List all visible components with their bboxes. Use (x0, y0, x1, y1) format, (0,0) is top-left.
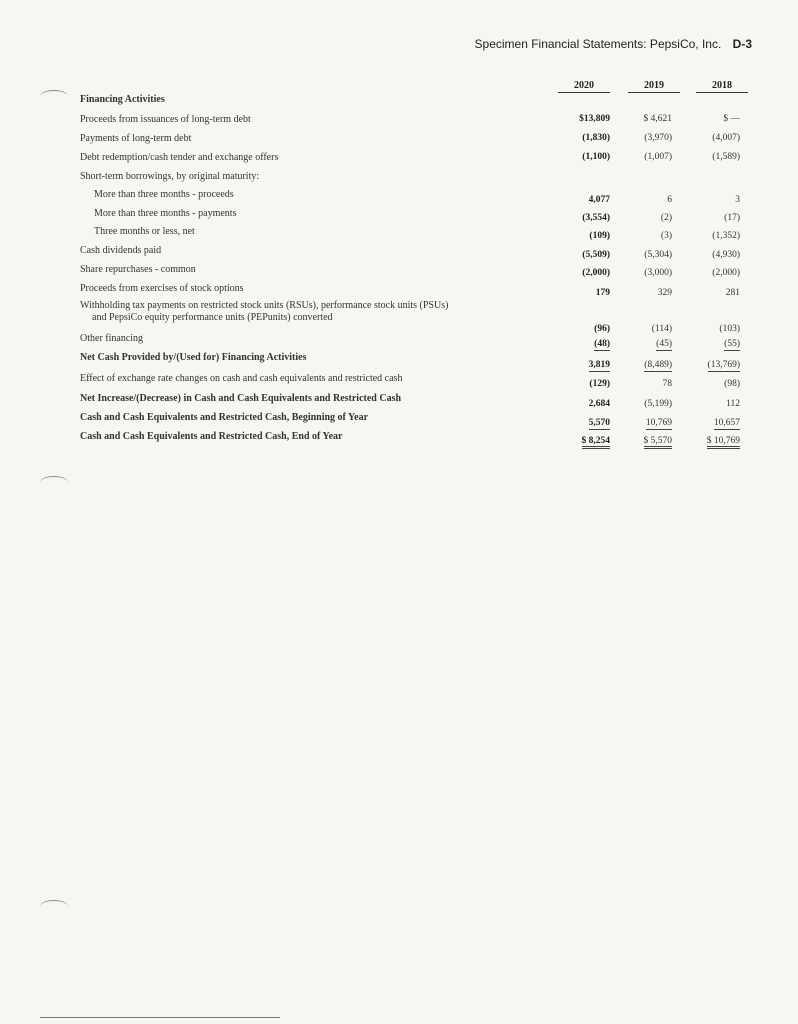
value-2019: (3,000) (644, 268, 672, 278)
row-label: Cash dividends paid (80, 245, 162, 256)
value-2019-text: $ 5,570 (644, 436, 673, 449)
page-bottom-rule (40, 1017, 280, 1018)
value-2019: (3) (660, 231, 672, 241)
value-2019 (622, 360, 672, 370)
value-2019: (5,304) (644, 250, 672, 260)
value-2019: (2) (660, 213, 672, 223)
value-2018: (17) (724, 213, 740, 223)
value-2018 (690, 436, 740, 446)
row-label: Cash and Cash Equivalents and Restricted Cash, End of Year (80, 431, 343, 442)
value-2020-text: 5,570 (588, 418, 610, 428)
value-2018: 112 (726, 399, 740, 409)
statement-row (0, 133, 798, 149)
row-label-line-2: and PepsiCo equity performance units (PEPunits) converted (92, 312, 333, 323)
value-2020: (2,000) (582, 268, 610, 278)
value-2019: 78 (662, 379, 672, 389)
row-label: Other financing (80, 333, 144, 344)
value-2020: (96) (594, 324, 610, 334)
column-headers (556, 80, 744, 94)
value-2019: 329 (657, 288, 672, 298)
value-2020 (556, 418, 610, 428)
value-2018-text: $ 10,769 (707, 436, 740, 449)
row-label: Financing Activities (80, 94, 165, 105)
value-2019: (3,970) (644, 133, 672, 143)
value-2018: (103) (719, 324, 740, 334)
statement-row (0, 208, 798, 224)
page-number: D-3 (732, 37, 752, 51)
value-2020: (109) (589, 231, 610, 241)
value-2020: (5,509) (582, 250, 610, 260)
value-2018-text: (13,769) (707, 360, 740, 370)
value-2019-text: 10,769 (645, 418, 672, 428)
statement-row (0, 352, 798, 368)
value-2018: (1,589) (712, 152, 740, 162)
value-2018-text: 10,657 (713, 418, 740, 428)
value-2020 (556, 339, 610, 349)
value-2020: (1,100) (582, 152, 610, 162)
row-label: Net Increase/(Decrease) in Cash and Cash Equivalents and Restricted Cash (80, 393, 402, 404)
value-2020: $13,809 (579, 114, 610, 124)
row-label: More than three months - payments (94, 208, 237, 219)
value-2020 (556, 360, 610, 370)
value-2019: (114) (651, 324, 672, 334)
statement-row (0, 333, 798, 349)
value-2020: (1,830) (582, 133, 610, 143)
value-2018: (1,352) (712, 231, 740, 241)
statement-row (0, 114, 798, 130)
value-2020: (3,554) (582, 213, 610, 223)
row-label: More than three months - proceeds (94, 189, 234, 200)
value-2018: 3 (735, 195, 740, 205)
row-label (80, 300, 448, 323)
statement-row (0, 264, 798, 280)
row-label: Short-term borrowings, by original maturity: (80, 171, 260, 182)
row-label: Three months or less, net (94, 226, 195, 237)
value-2019: (5,199) (644, 399, 672, 409)
statement-row (0, 245, 798, 261)
statement-row (0, 393, 798, 409)
binder-hole-mark (40, 476, 68, 489)
statement-row (0, 373, 798, 389)
value-2018: $ — (723, 114, 740, 124)
value-2019: (1,007) (644, 152, 672, 162)
statement-row (0, 431, 798, 447)
statement-row (0, 152, 798, 168)
row-label: Share repurchases - common (80, 264, 196, 275)
value-2020: 4,077 (588, 195, 610, 205)
row-label: Net Cash Provided by/(Used for) Financing Activities (80, 352, 307, 363)
statement-row (0, 226, 798, 242)
value-2018 (690, 418, 740, 428)
column-header-2019: 2019 (628, 80, 680, 93)
statement-row (0, 412, 798, 428)
value-2020: 179 (595, 288, 610, 298)
value-2020 (556, 436, 610, 446)
value-2018: 281 (725, 288, 740, 298)
row-label: Proceeds from issuances of long-term debt (80, 114, 251, 125)
binder-hole-mark (40, 900, 68, 913)
statement-row (0, 171, 798, 187)
value-2018: (4,007) (712, 133, 740, 143)
row-label: Proceeds from exercises of stock options (80, 283, 244, 294)
value-2018: (98) (724, 379, 740, 389)
column-header-2020: 2020 (558, 80, 610, 93)
value-2019: $ 4,621 (643, 114, 672, 124)
statement-row (0, 94, 798, 110)
value-2019: 6 (667, 195, 672, 205)
value-2018 (690, 339, 740, 349)
value-2018: (2,000) (712, 268, 740, 278)
value-2019-text: (45) (656, 339, 672, 349)
value-2020-text: $ 8,254 (582, 436, 611, 449)
column-header-2018: 2018 (696, 80, 748, 93)
statement-row (0, 283, 798, 299)
value-2018 (690, 360, 740, 370)
value-2020: (129) (589, 379, 610, 389)
value-2019 (622, 339, 672, 349)
value-2020: 2,684 (588, 399, 610, 409)
value-2018: (4,930) (712, 250, 740, 260)
value-2020-text: 3,819 (588, 360, 610, 370)
row-label: Debt redemption/cash tender and exchange offers (80, 152, 279, 163)
row-label: Effect of exchange rate changes on cash and cash equivalents and restricted cash (80, 373, 403, 384)
row-label: Payments of long-term debt (80, 133, 192, 144)
value-2018-text: (55) (724, 339, 740, 349)
value-2019 (622, 418, 672, 428)
row-label: Cash and Cash Equivalents and Restricted Cash, Beginning of Year (80, 412, 369, 423)
page-header-title: Specimen Financial Statements: PepsiCo, Inc. (474, 37, 722, 51)
page-header (475, 37, 752, 51)
statement-row (0, 189, 798, 205)
value-2019 (622, 436, 672, 446)
value-2020-text: (48) (594, 339, 610, 349)
statement-row (0, 300, 798, 334)
value-2019-text: (8,489) (644, 360, 672, 370)
row-label-line-1: Withholding tax payments on restricted stock units (RSUs), performance stock units (PSUs) (80, 300, 449, 311)
